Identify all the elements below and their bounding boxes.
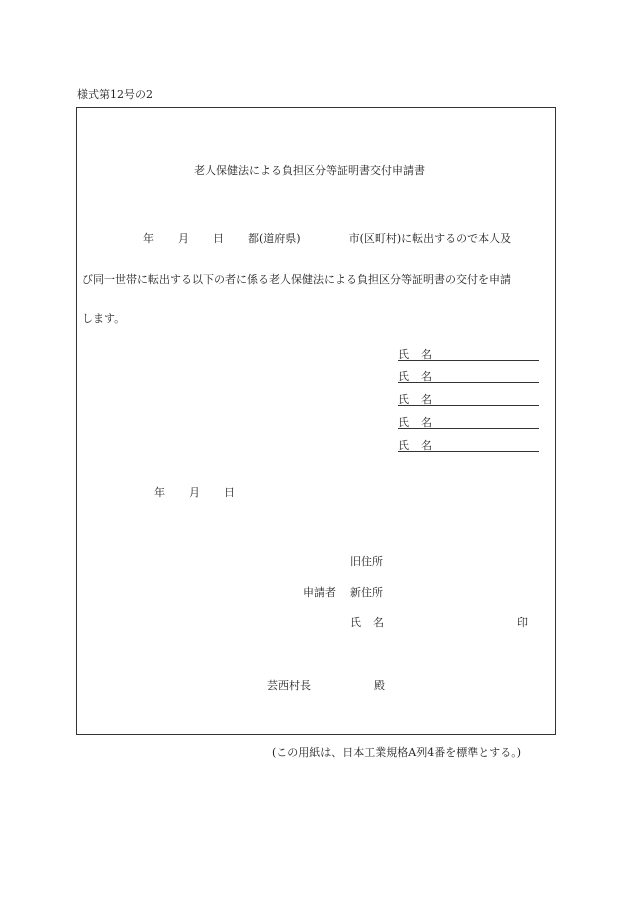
name-row-label-1: 氏 bbox=[398, 348, 409, 361]
addressee-honorific: 殿 bbox=[374, 679, 385, 692]
name-row bbox=[398, 437, 539, 452]
body-line-2: び同一世帯に転出する以下の者に係る老人保健法による負担区分等証明書の交付を申請 bbox=[82, 273, 511, 286]
name-row bbox=[398, 414, 539, 429]
form-title: 老人保健法による負担区分等証明書交付申請書 bbox=[194, 164, 425, 177]
applicant-label: 申請者 bbox=[303, 586, 336, 599]
seal-label: 印 bbox=[517, 616, 528, 629]
footnote: (この用紙は、日本工業規格A列4番を標準とする。) bbox=[272, 746, 522, 759]
day-label: 日 bbox=[213, 232, 224, 245]
prefecture-label: 都(道府県) bbox=[248, 232, 301, 245]
name-row-label-2: 名 bbox=[421, 393, 432, 406]
applicant-name-label bbox=[350, 614, 384, 630]
name-row-label-2: 名 bbox=[421, 370, 432, 383]
new-address-label: 新住所 bbox=[350, 586, 383, 599]
name-row-label-2: 名 bbox=[421, 348, 432, 361]
applicant-name-part-2: 名 bbox=[373, 616, 384, 629]
date-day-label: 日 bbox=[224, 486, 235, 499]
applicant-name-part-1: 氏 bbox=[350, 616, 361, 629]
year-label: 年 bbox=[143, 232, 154, 245]
name-row-label-1: 氏 bbox=[398, 416, 409, 429]
name-row-label-1: 氏 bbox=[398, 370, 409, 383]
old-address-label: 旧住所 bbox=[350, 555, 383, 568]
body-line-3: します。 bbox=[82, 312, 126, 325]
name-row-label-2: 名 bbox=[421, 439, 432, 452]
date-year-label: 年 bbox=[154, 486, 165, 499]
body-line-1 bbox=[143, 230, 511, 246]
name-row bbox=[398, 346, 539, 361]
addressee-office: 芸西村長 bbox=[267, 679, 311, 692]
municipality-text: 市(区町村)に転出するので本人及 bbox=[348, 232, 512, 245]
name-row-label-2: 名 bbox=[421, 416, 432, 429]
month-label: 月 bbox=[178, 232, 189, 245]
name-row bbox=[398, 391, 539, 406]
name-row-label-1: 氏 bbox=[398, 393, 409, 406]
name-row-label-1: 氏 bbox=[398, 439, 409, 452]
form-number: 様式第12号の2 bbox=[77, 88, 153, 101]
date-month-label: 月 bbox=[189, 486, 200, 499]
application-date bbox=[154, 484, 235, 500]
name-row bbox=[398, 368, 539, 383]
